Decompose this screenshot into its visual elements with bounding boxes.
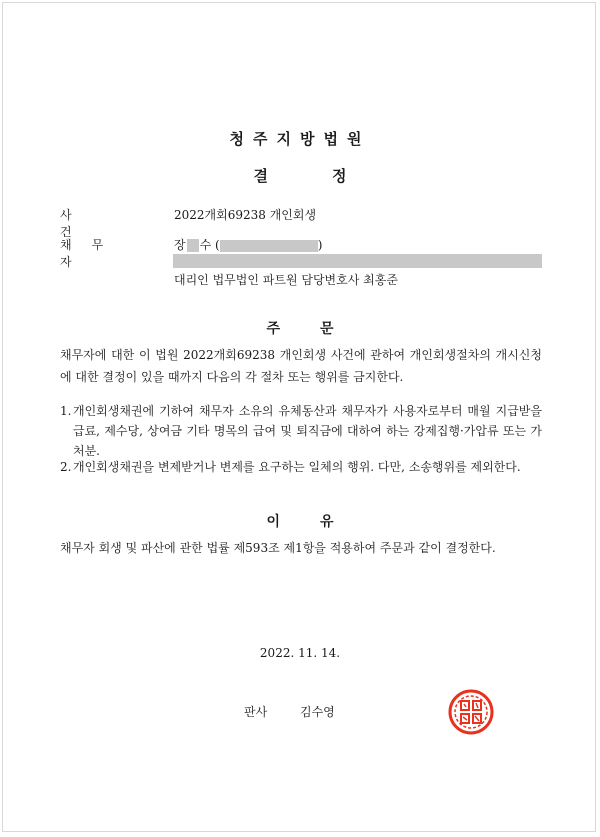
item-text: 개인회생채권에 기하여 채무자 소유의 유체동산과 채무자가 사용자로부터 매월 지급받을 급료, 제수당, 상여금 기타 명목의 급여 및 퇴직금에 대하여 하는 강제집행·가압류 또는 가처분. bbox=[73, 404, 542, 458]
document-title: 결정 bbox=[253, 167, 411, 185]
reason-text: 채무자 회생 및 파산에 관한 법률 제593조 제1항을 적용하여 주문과 같이 결정한다. bbox=[60, 541, 496, 555]
debtor-label bbox=[60, 236, 130, 270]
redacted-address bbox=[173, 254, 542, 268]
order-heading: 주문 bbox=[266, 321, 374, 337]
item-number: 1. bbox=[60, 404, 72, 418]
list-item bbox=[60, 457, 542, 477]
case-label bbox=[60, 206, 130, 240]
judge-name: 김수영 bbox=[300, 705, 335, 719]
debtor-name-prefix: 장 bbox=[174, 238, 186, 252]
debtor-label-text: 채무자 bbox=[60, 238, 124, 269]
agent-line: 대리인 법무법인 파트원 담당변호사 최홍준 bbox=[174, 273, 398, 287]
order-text: 채무자에 대한 이 법원 2022개회69238 개인회생 사건에 관하여 개인회생절차의 개시신청에 대한 결정이 있을 때까지 다음의 각 절차 또는 행위를 금지한다. bbox=[60, 348, 542, 384]
debtor-paren-close: ) bbox=[317, 238, 323, 252]
item-number: 2. bbox=[60, 460, 72, 474]
reason-heading: 이유 bbox=[266, 514, 374, 530]
court-seal-icon bbox=[448, 689, 494, 735]
case-value: 2022개회69238 개인회생 bbox=[174, 208, 317, 222]
redacted-id bbox=[220, 240, 318, 252]
decision-date: 2022. 11. 14. bbox=[259, 646, 341, 660]
debtor-name-suffix: 수 ( bbox=[199, 238, 220, 252]
judge-role: 판사 bbox=[244, 705, 268, 719]
court-name: 청주지방법원 bbox=[229, 130, 371, 148]
redacted-name bbox=[187, 239, 199, 252]
item-text: 개인회생채권을 변제받거나 변제를 요구하는 일체의 행위. 다만, 소송행위를 제외한다. bbox=[73, 460, 521, 474]
case-label-text: 사건 bbox=[60, 208, 116, 239]
list-item bbox=[60, 401, 542, 461]
debtor-value bbox=[174, 236, 322, 253]
